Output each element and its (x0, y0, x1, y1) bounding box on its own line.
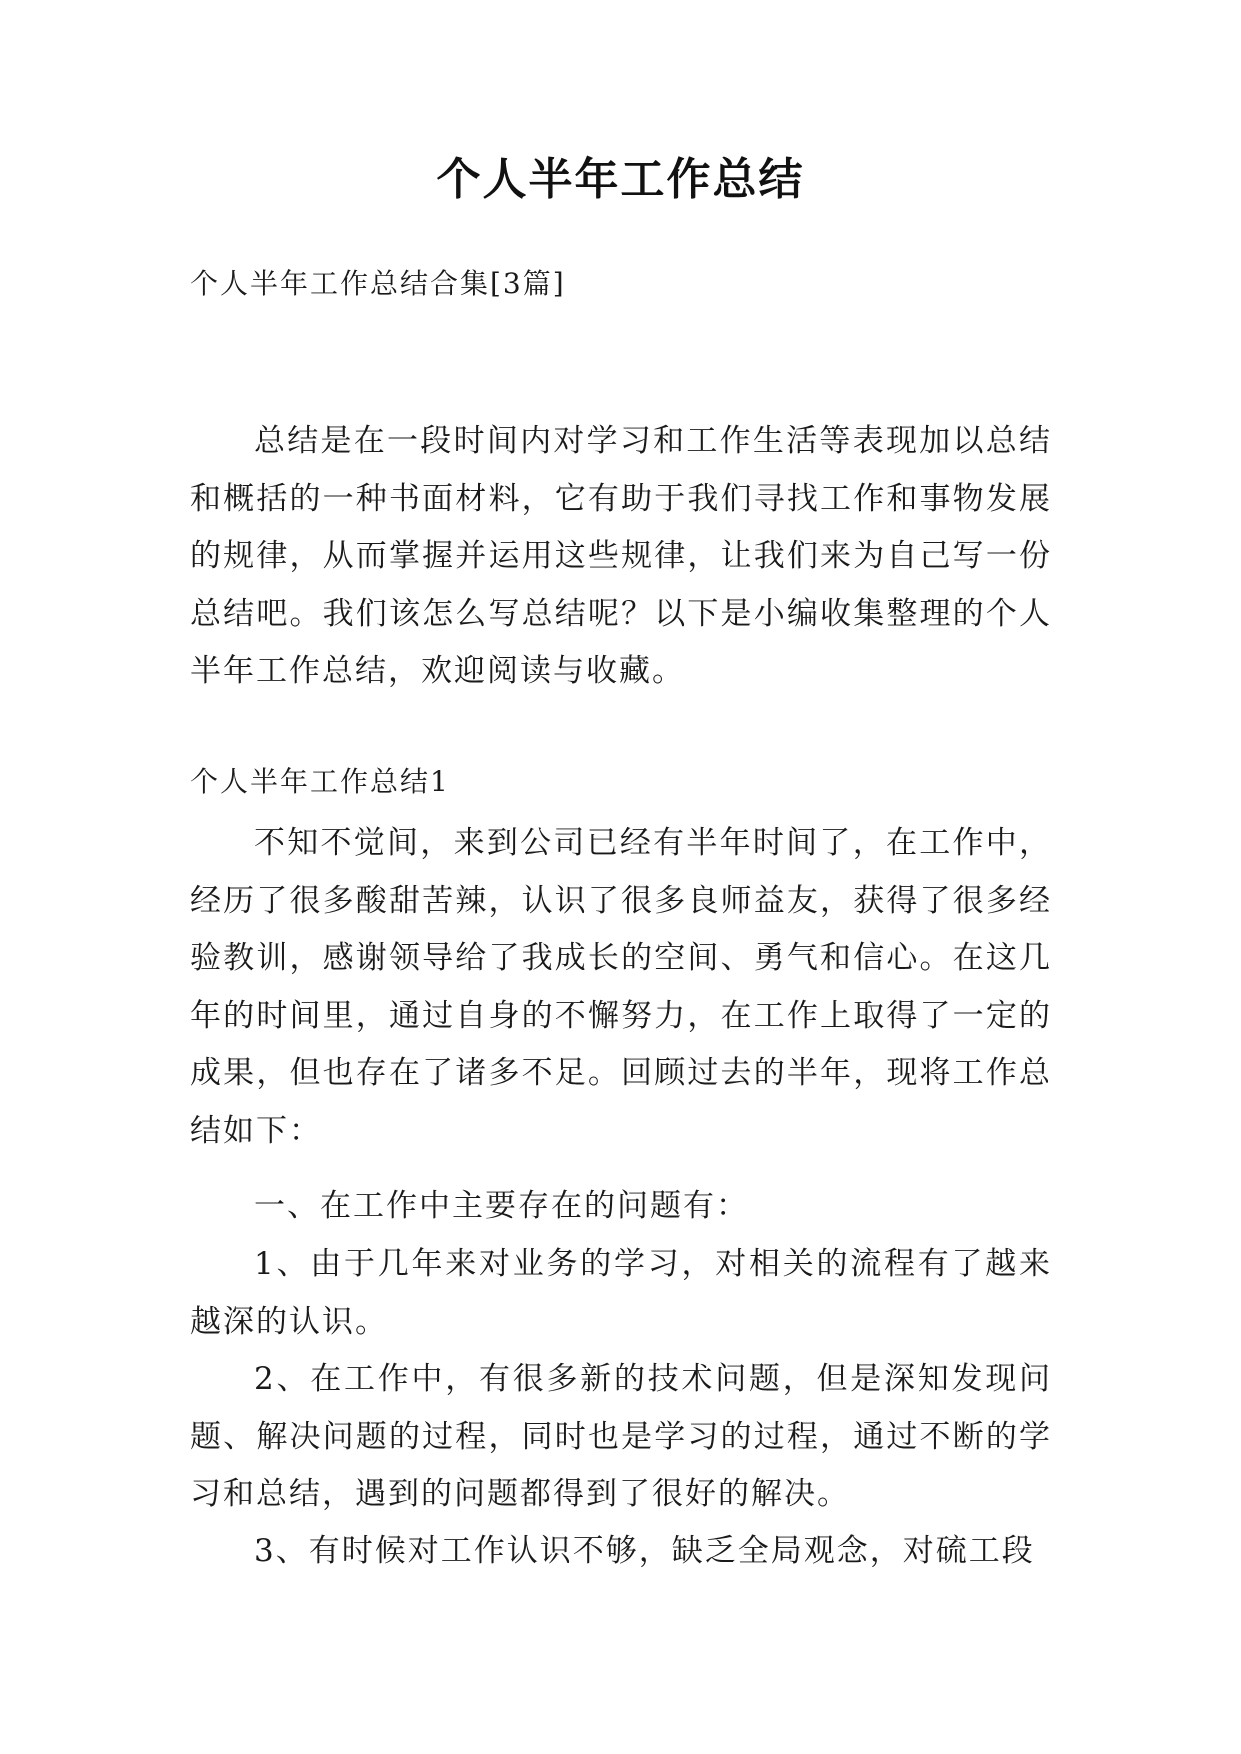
issue-item-3: 3、有时候对工作认识不够，缺乏全局观念，对硫工段 (254, 1533, 1035, 1569)
issue-item-1: 1、由于几年来对业务的学习，对相关的流程有了越来越深的认识。 (190, 1246, 1052, 1340)
issue-item-2: 2、在工作中，有很多新的技术问题，但是深知发现问题、解决问题的过程，同时也是学习的过程，通过不断的学习和总结，遇到的问题都得到了很好的解决。 (190, 1361, 1052, 1512)
issues-heading: 一、在工作中主要存在的问题有： (254, 1188, 749, 1224)
section-heading: 个人半年工作总结1 (190, 765, 450, 798)
document-subtitle: 个人半年工作总结合集[3篇] (190, 267, 566, 300)
intro-paragraph: 总结是在一段时间内对学习和工作生活等表现加以总结和概括的一种书面材料，它有助于我们寻找工作和事物发展的规律，从而掌握并运用这些规律，让我们来为自己写一份总结吧。我们该怎么写总结呢？以下是小编收集整理的个人半年工作总结，欢迎阅读与收藏。 (190, 423, 1052, 689)
document-title: 个人半年工作总结 (436, 154, 805, 205)
section-body-paragraph: 不知不觉间，来到公司已经有半年时间了，在工作中，经历了很多酸甜苦辣，认识了很多良师益友，获得了很多经验教训，感谢领导给了我成长的空间、勇气和信心。在这几年的时间里，通过自身的不懈努力，在工作上取得了一定的成果，但也存在了诸多不足。回顾过去的半年，现将工作总结如下： (190, 825, 1052, 1149)
